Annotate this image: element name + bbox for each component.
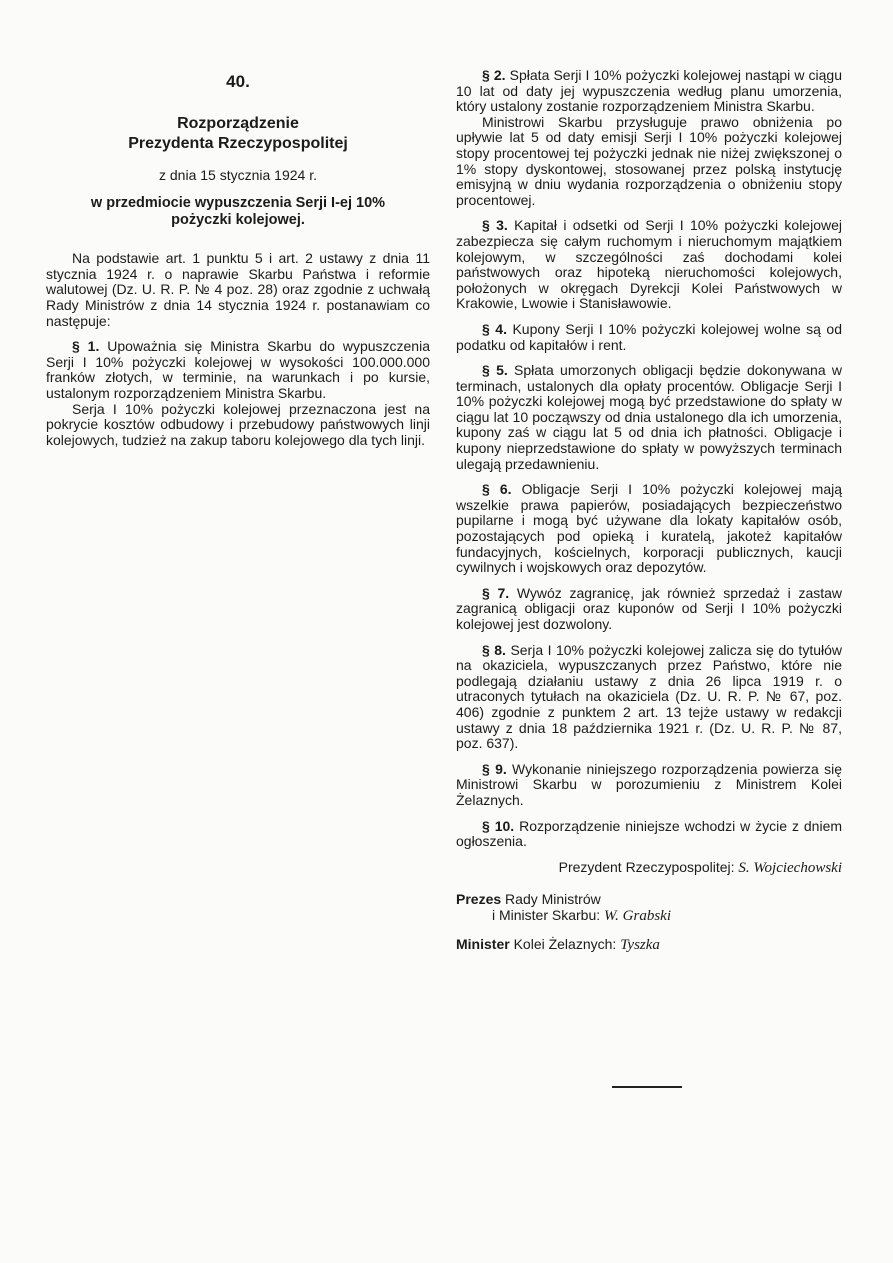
section-6 [456,482,842,576]
section-label: § 9. [482,760,507,777]
section-9 [456,762,842,809]
left-column [46,68,430,458]
right-column [456,68,842,965]
subject [46,195,430,229]
signature-role-rest: Kolei Żelaznych: [513,935,617,952]
signature-role-line-2 [456,908,842,925]
section-1 [46,339,430,401]
section-text: Obligacje Serji I 10% pożyczki kolejowej mają wszelkie prawa papierów, posiadających bezpieczeństwo pupilarne i mogą być używane dla lokaty kapitałów osób, pozostających pod opieką i kuratelą, jakoteż kapitałów fundacyjnych, kościelnych, korporacji publicznych, kaucji cywilnych i wojskowych oraz depozytów. [456,481,843,576]
closing-rule [612,1086,682,1088]
section-label: § 6. [482,481,512,498]
section-label: § 3. [482,217,508,234]
section-text: Upoważnia się Ministra Skarbu do wypuszczenia Serji I 10% pożyczki kolejowej w wysokości 100.000.000 franków złotych, w terminie, na warunkach i po kursie, ustalonym rozporządzeniem Ministra Skarbu. [46,338,430,401]
section-text: Kupony Serji I 10% pożyczki kolejowej wolne są od podatku od kapitałów i rent. [456,320,842,353]
section-2-para-2: Ministrowi Skarbu przysługuje prawo obniżenia po upływie lat 5 od daty emisji Serji I 10% pożyczki kolejowej stopy procentowej tej pożyczki jednak nie niżej zwiększonej o 1% stopy dyskontowej, stosowanej przez polską instytucję emisyjną w dniu wydania rozporządzenia o obniżeniu stopy procentowej. [456,113,842,208]
section-7 [456,586,842,633]
signature-name: Tyszka [620,936,660,953]
section-3 [456,218,842,312]
section-label: § 5. [482,362,508,379]
signature-role-line-1 [456,892,842,908]
section-label: § 1. [72,338,100,355]
section-label: § 10. [482,817,515,834]
section-text: Wywóz zagranicę, jak również sprzedaż i zastaw zagranicą obligacji oraz kuponów od Serji I 10% pożyczki kolejowej jest dozwolony. [456,584,843,632]
preamble: Na podstawie art. 1 punktu 5 i art. 2 ustawy z dnia 11 stycznia 1924 r. o naprawie Skarbu Państwa i reformie walutowej (Dz. U. R. P. № 4 poz. 28) oraz zgodnie z uchwałą Rady Ministrów z dnia 14 stycznia 1924 r. postanawiam co następuje: [46,250,430,329]
section-4 [456,322,842,353]
signature-president [456,860,842,877]
section-text: Rozporządzenie niniejsze wchodzi w życie z dniem ogłoszenia. [456,817,843,850]
signature-name: W. Grabski [604,907,671,924]
subject-line-2: pożyczki kolejowej. [171,212,305,229]
signature-role-2: i Minister Skarbu: [492,906,601,923]
section-text: Spłata Serji I 10% pożyczki kolejowej nastąpi w ciągu 10 lat od daty jej wypuszczenia według planu umorzenia, który ustalony zostanie rozporządzeniem Ministra Skarbu. [456,67,842,115]
section-label: § 4. [482,320,507,337]
section-label: § 7. [482,584,510,601]
section-8 [456,643,842,752]
section-2 [456,68,842,115]
section-text: Wykonanie niniejszego rozporządzenia powierza się Ministrowi Skarbu w porozumieniu z Ministrem Kolei Żelaznych. [456,760,843,808]
title-line-1: Rozporządzenie [177,114,299,132]
document-date: z dnia 15 stycznia 1924 r. [159,166,317,183]
section-label: § 2. [482,67,506,83]
section-text: Spłata umorzonych obligacji będzie dokonywana w terminach, ustalonych dla opłaty procentów. Obligacje Serji I 10% pożyczki kolejowej mogą być przedstawione do spłaty w ciągu lat 10 począwszy od dnia ustalonego dla ich umorzenia, kupony zaś w ciągu lat 5 od dnia ich płatności. Obligacje i kupony nieprzedstawione do spłaty w powyższych terminach ulegają przedawnieniu. [456,362,842,472]
signature-name: S. Wojciechowski [738,859,842,876]
section-5 [456,363,842,472]
section-10 [456,819,842,850]
subject-line-1: w przedmiocie wypuszczenia Serji I-ej 10% [90,195,386,212]
section-1-para-2: Serja I 10% pożyczki kolejowej przeznaczona jest na pokrycie kosztów odbudowy i przebudowy państwowych linji kolejowych, tudzież na zakup taboru kolejowego dla tych linji. [46,400,430,448]
signature-railway-minister [456,937,842,954]
signature-role-title: Prezes [456,891,502,908]
section-label: § 8. [482,641,506,658]
section-text: Serja I 10% pożyczki kolejowej zalicza się do tytułów na okaziciela, wypuszczanych przez Państwo, które nie podlegają działaniu ustawy z dnia 26 lipca 1919 r. o utraconych tytułach na okaziciela (Dz. U. R. P. № 67, poz. 406) zgodnie z punktem 2 art. 13 tejże ustawy w redakcji ustawy z dnia 18 października 1921 r. (Dz. U. R. P. № 87, poz. 637). [456,641,842,752]
signature-prime-minister [456,892,842,924]
section-text: Kapitał i odsetki od Serji I 10% pożyczki kolejowej zabezpiecza się całym ruchomym i nieruchomym majątkiem kolejowym, w szczególności zaś dochodami kolei państwowych oraz hipoteką nieruchomości kolejowych, położonych w okręgach Dyrekcji Kolei Państwowych w Krakowie, Lwowie i Stanisławowie. [456,217,842,312]
signature-role-title-rest: Rady Ministrów [505,891,601,908]
signature-role-title: Minister [456,935,510,952]
signature-role: Prezydent Rzeczypospolitej: [558,858,735,875]
document-number: 40. [226,72,250,91]
title-line-2: Prezydenta Rzeczypospolitej [128,134,348,152]
